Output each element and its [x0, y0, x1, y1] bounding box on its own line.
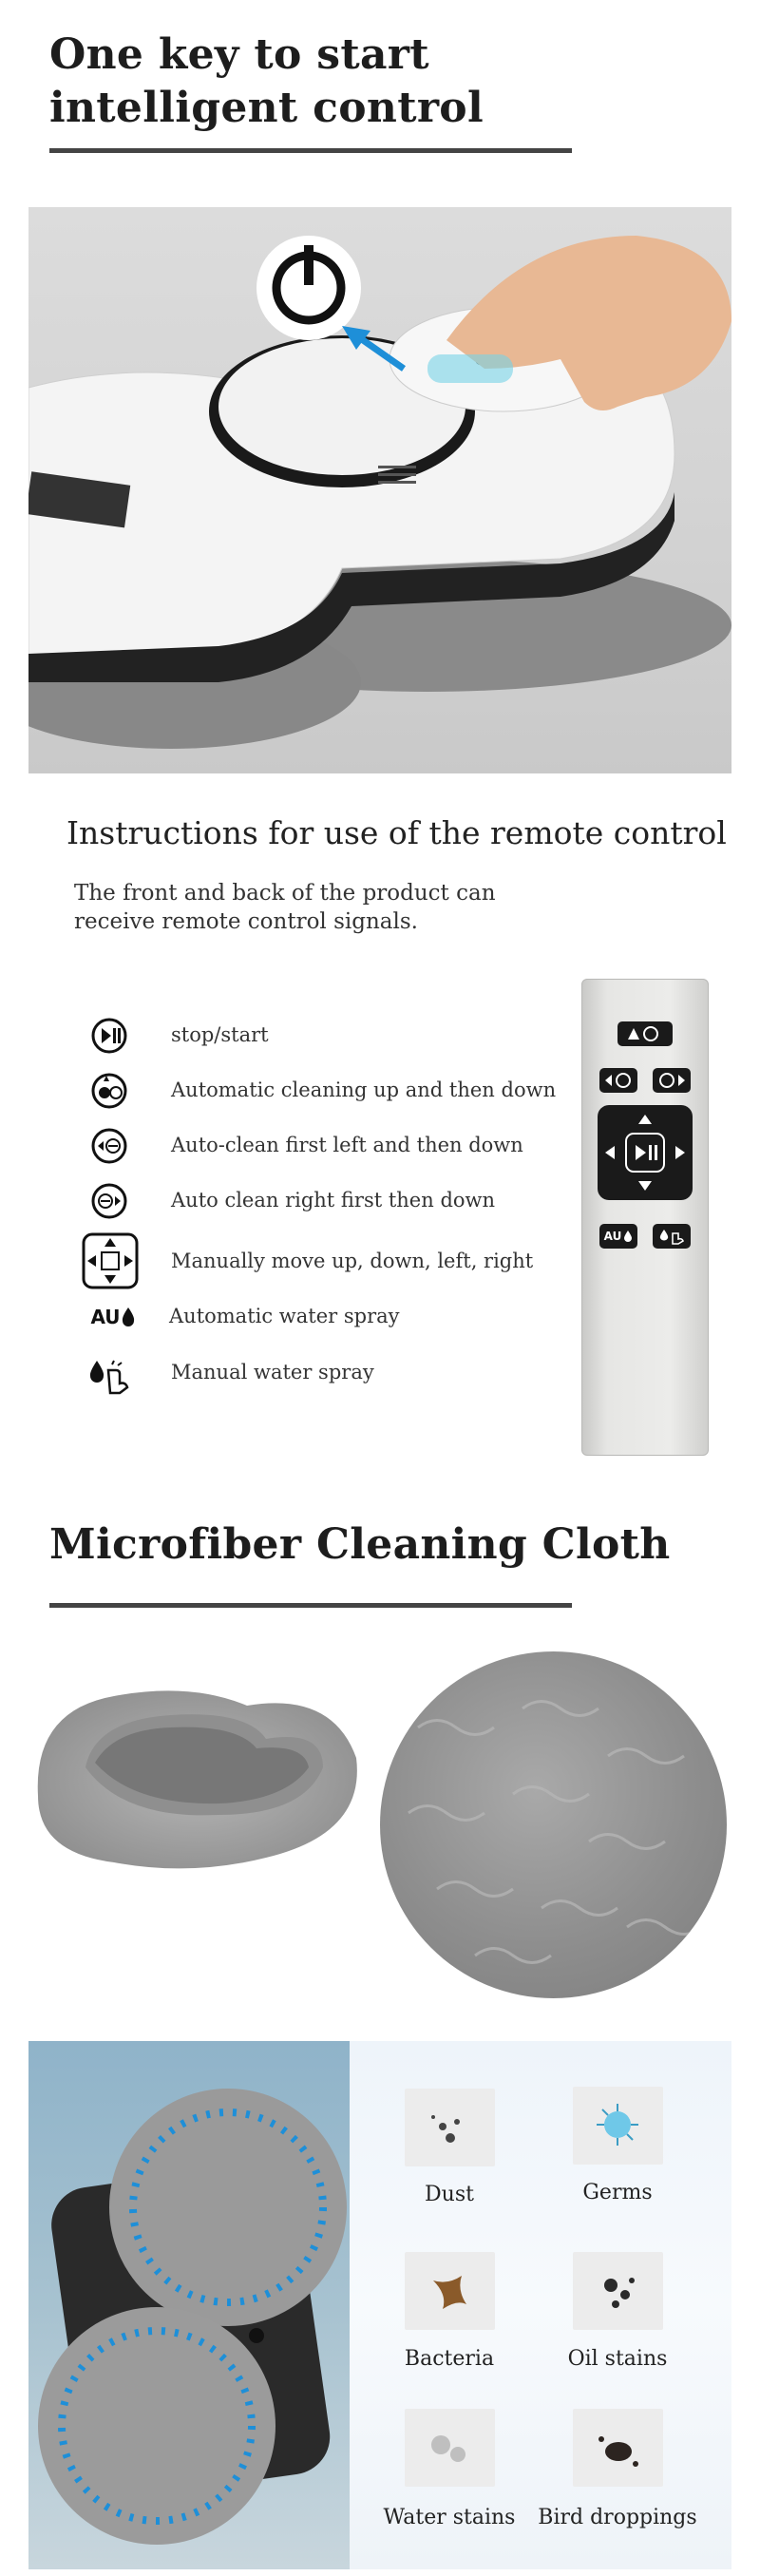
water-stains-image — [405, 2409, 495, 2487]
stain-label-bird-droppings: Bird droppings — [538, 2506, 697, 2529]
remote-auto-water-spray-button[interactable] — [599, 1224, 637, 1249]
direction-pad-icon — [82, 1232, 139, 1289]
play-pause-icon — [90, 1017, 128, 1055]
bird-droppings-image — [573, 2409, 663, 2487]
legend-label-manual-move: Manually move up, down, left, right — [171, 1250, 534, 1272]
remote-auto-right-button[interactable] — [653, 1068, 691, 1093]
microfiber-title-underline — [49, 1603, 572, 1608]
remote-right-arrow — [675, 1146, 685, 1159]
section-title-microfiber: Microfiber Cleaning Cloth — [49, 1520, 671, 1569]
germs-image — [573, 2087, 663, 2165]
remote-up-arrow — [638, 1115, 652, 1124]
legend-label-manual-water-spray: Manual water spray — [171, 1361, 374, 1383]
remote-manual-water-spray-button[interactable] — [653, 1224, 691, 1249]
remote-auto-up-down-button[interactable] — [618, 1021, 673, 1046]
title-underline — [49, 148, 572, 153]
bacteria-image — [405, 2252, 495, 2330]
section-title-one-key — [49, 29, 484, 135]
manual-water-spray-icon — [87, 1357, 131, 1395]
stain-label-dust: Dust — [425, 2183, 474, 2206]
fabric-closeup-image — [380, 1651, 727, 1998]
legend-label-auto-up-down: Automatic cleaning up and then down — [171, 1078, 557, 1101]
instructions-text-line-1: The front and back of the product can — [74, 881, 496, 906]
title-line-1: One key to start — [49, 30, 429, 79]
robot-on-window-image — [28, 2041, 350, 2569]
instructions-text-line-2: receive remote control signals. — [74, 909, 418, 934]
oil-stains-image — [573, 2252, 663, 2330]
robot-hero-image — [28, 207, 732, 773]
title-line-2: intelligent control — [49, 84, 484, 132]
instructions-text — [74, 879, 496, 936]
stain-label-oil-stains: Oil stains — [567, 2347, 668, 2371]
auto-water-spray-icon — [84, 1302, 142, 1332]
legend-label-auto-water-spray: Automatic water spray — [169, 1305, 400, 1327]
auto-right-down-icon — [90, 1182, 128, 1220]
robot-illustration — [28, 207, 732, 773]
dust-image — [405, 2089, 495, 2166]
remote-au-label: AU — [603, 1230, 622, 1243]
auto-left-down-icon — [90, 1127, 128, 1165]
instructions-title: Instructions for use of the remote control — [66, 814, 727, 851]
remote-control — [581, 979, 709, 1456]
legend-label-auto-left-down: Auto-clean first left and then down — [171, 1134, 523, 1156]
remote-direction-pad[interactable] — [598, 1105, 693, 1200]
remote-auto-left-button[interactable] — [599, 1068, 637, 1093]
auto-water-spray-text: AU — [90, 1306, 121, 1328]
auto-up-down-icon — [90, 1072, 128, 1110]
legend-label-stop-start: stop/start — [171, 1023, 269, 1046]
stain-label-water-stains: Water stains — [383, 2506, 516, 2529]
stain-label-bacteria: Bacteria — [404, 2347, 495, 2371]
stain-label-germs: Germs — [582, 2181, 653, 2204]
remote-left-arrow — [605, 1146, 615, 1159]
legend-label-auto-right-down: Auto clean right first then down — [171, 1189, 496, 1212]
remote-down-arrow — [638, 1181, 652, 1191]
mop-cover-image — [28, 1653, 366, 1891]
